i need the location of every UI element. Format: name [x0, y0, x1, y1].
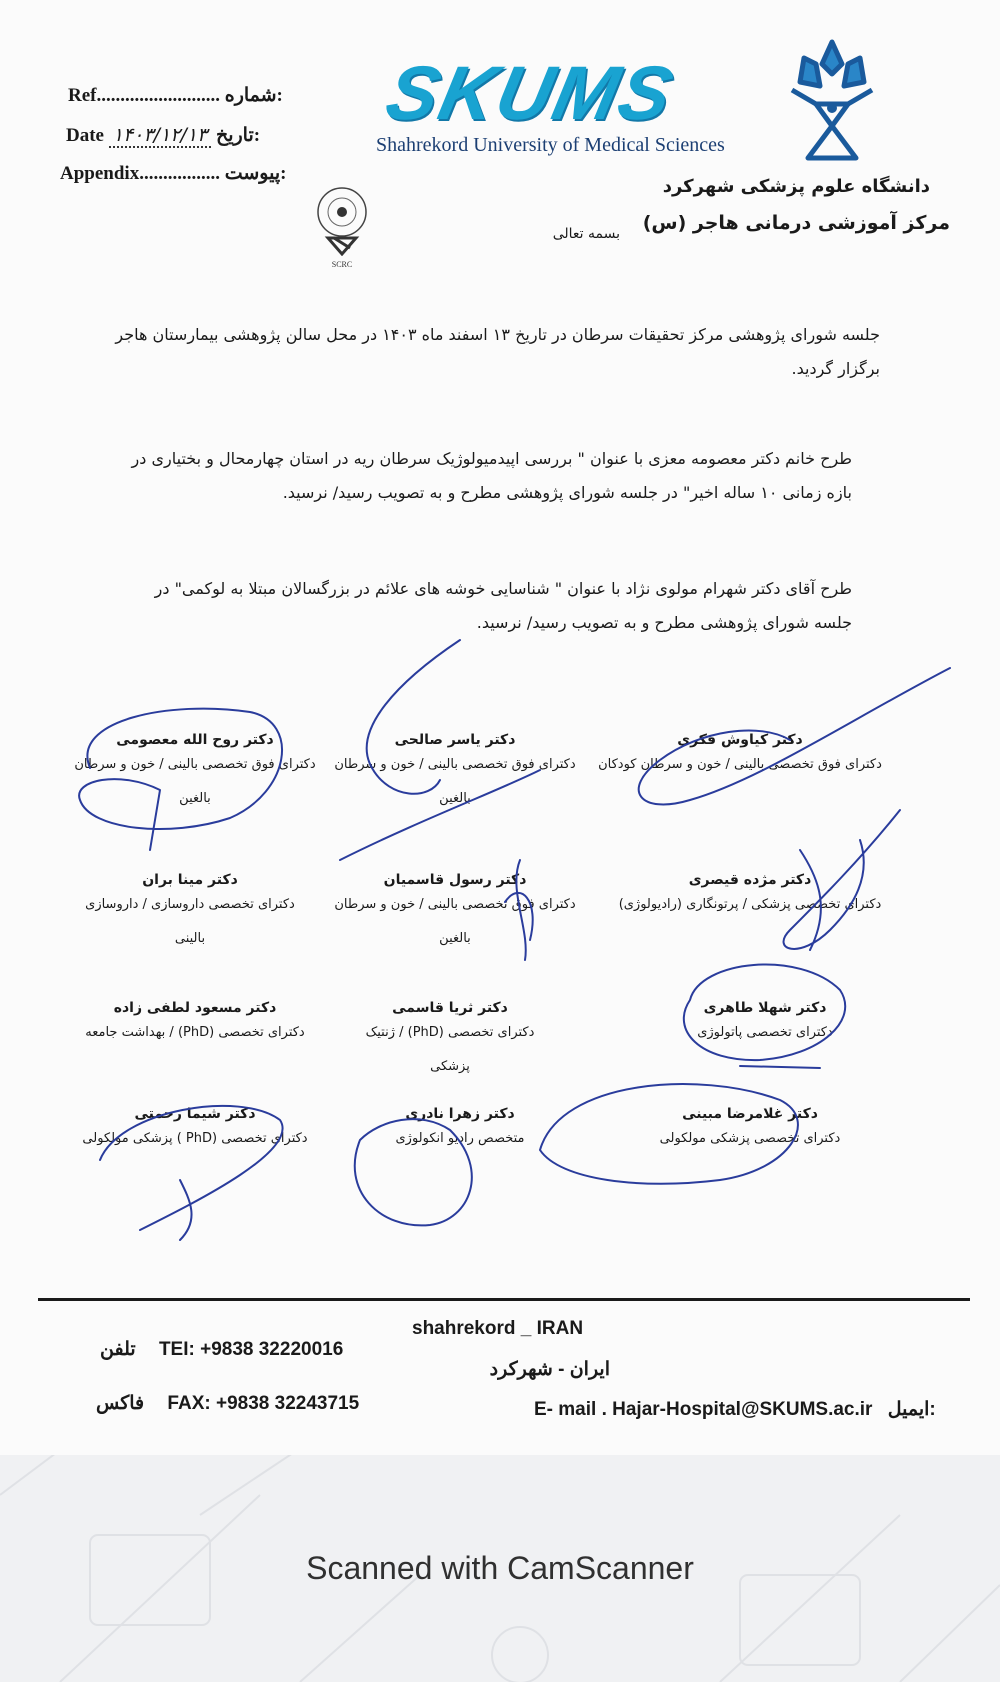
email-row — [534, 1398, 936, 1421]
university-name-fa: دانشگاه علوم پزشکی شهرکرد — [662, 176, 930, 197]
signatory-title: دکترای فوق تخصصی بالینی / خون و سرطان کودکان — [598, 757, 882, 772]
appendix-label: Appendix................. — [60, 163, 220, 184]
signature-fekri — [639, 668, 950, 804]
signatory-title: دکترای تخصصی (PhD ) پزشکی مولکولی — [82, 1131, 308, 1146]
signatory-name: دکتر ثریا قاسمی — [392, 1000, 508, 1016]
signature-ghasemian — [505, 860, 533, 960]
ref-label: Ref.......................... — [68, 85, 220, 106]
signatory-title: دکترای تخصصی پزشکی / پرتونگاری (رادیولوژی) — [618, 897, 882, 912]
signatory-name: دکتر غلامرضا مبینی — [682, 1106, 818, 1122]
signatory-name: دکتر کیاوش فکری — [677, 732, 803, 748]
signatory-name: دکتر مسعود لطفی زاده — [113, 1000, 277, 1016]
signatory-name: دکتر مژده قیصری — [688, 872, 812, 888]
signatory-title: متخصص رادیو انکولوژی — [395, 1131, 525, 1146]
bismillah: بسمه تعالی — [552, 226, 620, 242]
ref-label-fa: :شماره — [224, 85, 283, 106]
signature-gheisari — [784, 810, 900, 950]
date-label: Date — [66, 125, 104, 146]
paragraph-proposal-1: طرح خانم دکتر معصومه معزی با عنوان " بررسی اپیدمیولوژیک سرطان ریه در استان چهارمحال و بختیاری در بازه زمانی ۱۰ ساله اخیر" در جلسه شورای پژوهشی مطرح و به تصویب رسید/ نرسید. — [131, 449, 852, 502]
email-label-fa: :ایمیل — [887, 1399, 936, 1420]
seal-text: SCRC — [331, 260, 353, 269]
city-en: shahrekord _ IRAN — [412, 1318, 584, 1339]
paragraph-meeting: جلسه شورای پژوهشی مرکز تحقیقات سرطان در تاریخ ۱۳ اسفند ماه ۱۴۰۳ در محل سالن پژوهشی بیمارستان هاجر برگزار گردید. — [115, 325, 880, 378]
signature-taheri — [684, 965, 845, 1068]
signatory-name: دکتر زهرا نادری — [405, 1106, 515, 1122]
footer-divider — [38, 1298, 970, 1301]
phone-label-fa: تلفن — [100, 1339, 136, 1360]
signatory-title: دکترای فوق تخصصی بالینی / خون و سرطان بالغین — [334, 757, 576, 806]
signature-mobini — [540, 1084, 798, 1184]
fax-number: FAX: +9838 32243715 — [167, 1393, 360, 1414]
signature-naderi — [355, 1119, 472, 1225]
signature-salehi — [340, 640, 540, 860]
appendix-label-fa: :پیوست — [224, 163, 287, 184]
signatory-title: دکترای تخصصی داروسازی / داروسازی بالینی — [85, 897, 295, 946]
skums-logo-text: SKUMS — [378, 51, 682, 136]
signatory-title: دکترای فوق تخصصی بالینی / خون و سرطان بالغین — [334, 897, 576, 946]
signatory-name: دکتر یاسر صالحی — [394, 732, 516, 748]
signatory-name: دکتر روح الله معصومی — [116, 732, 274, 748]
phone-row — [100, 1338, 343, 1361]
center-name-fa: مرکز آموزشی درمانی هاجر (س) — [642, 212, 950, 234]
signature-rahmati — [100, 1106, 283, 1240]
signatory-name: دکتر شیما رحمتی — [134, 1106, 256, 1122]
email-address[interactable]: E- mail . Hajar-Hospital@SKUMS.ac.ir — [534, 1399, 873, 1420]
signatory-title: دکترای تخصصی (PhD) / ژنتیک پزشکی — [365, 1025, 535, 1074]
signatory-title: دکترای تخصصی پاتولوژی — [697, 1025, 833, 1040]
university-name-en: Shahrekord University of Medical Sciences — [376, 134, 725, 156]
signatory-title: دکترای تخصصی پزشکی مولکولی — [659, 1131, 841, 1146]
signature-masoumi — [79, 709, 282, 850]
fax-label-fa: فاکس — [96, 1393, 145, 1414]
signatory-title: دکترای تخصصی (PhD) / بهداشت جامعه — [85, 1025, 305, 1040]
fax-row — [96, 1392, 359, 1415]
city-fa: ایران - شهرکرد — [489, 1359, 610, 1380]
signatory-name: دکتر مینا بران — [142, 872, 238, 888]
signatory-name: دکتر شهلا طاهری — [703, 1000, 827, 1016]
camscanner-watermark: Scanned with CamScanner — [306, 1550, 694, 1586]
signatory-title: دکترای فوق تخصصی بالینی / خون و سرطان بالغین — [74, 757, 316, 806]
date-label-fa: :تاریخ — [215, 125, 261, 146]
date-value: ۱۴۰۳/۱۲/۱۳ — [109, 124, 211, 148]
paragraph-proposal-2: طرح آقای دکتر شهرام مولوی نژاد با عنوان " شناسایی خوشه های علائم در بزرگسالان مبتلا به لوکمی" در جلسه شورای پژوهشی مطرح و به تصویب رسید/ نرسید. — [154, 579, 852, 632]
phone-number: TEI: +9838 32220016 — [158, 1339, 344, 1360]
signatory-name: دکتر رسول قاسمیان — [383, 872, 527, 888]
